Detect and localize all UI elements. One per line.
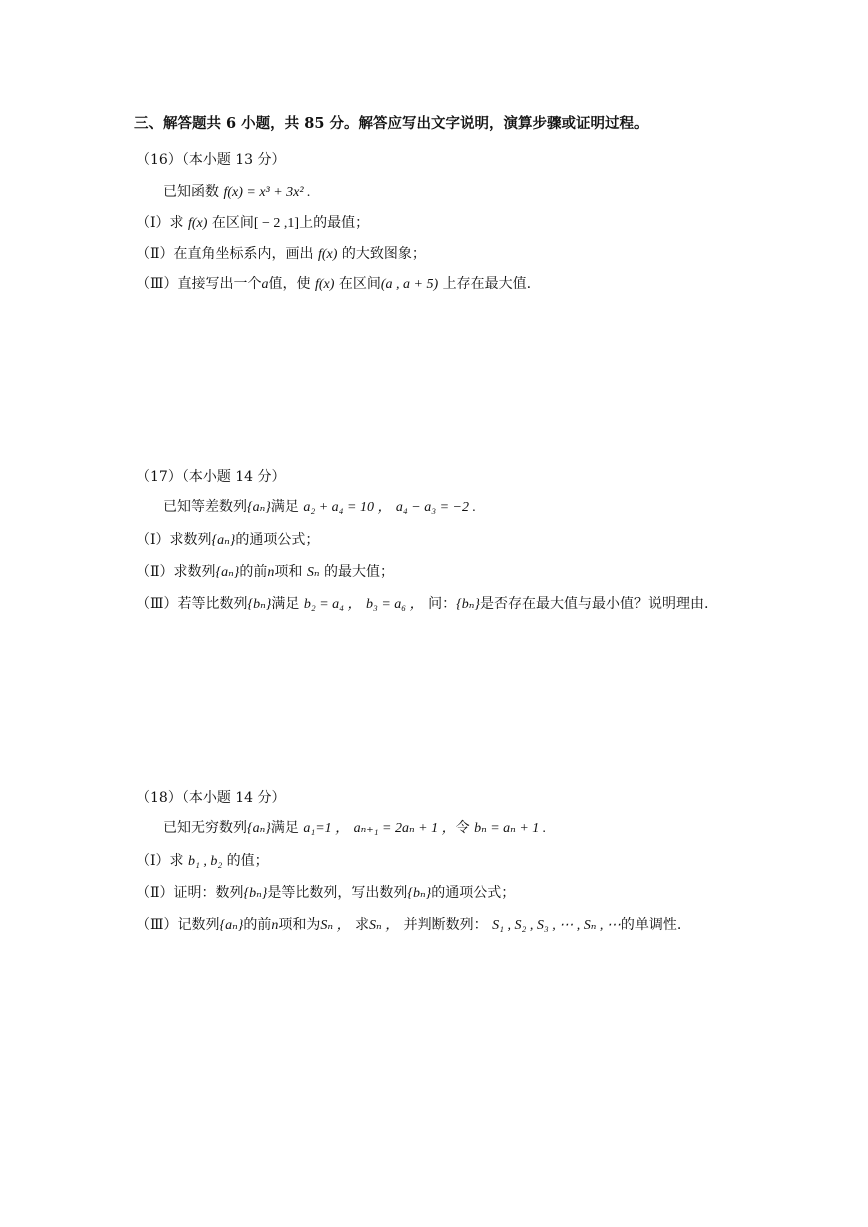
q18-stem-text-c: 令 — [455, 820, 470, 836]
q16-part3-text-c: 在区间 — [338, 276, 381, 292]
q16-number: （16）（本小题 13 分） — [136, 152, 286, 168]
q16-part2-label: （Ⅱ） — [136, 246, 174, 262]
q17-part3-text-a: 若等比数列 — [177, 596, 248, 612]
q18-part1-label: （Ⅰ） — [136, 853, 170, 869]
q17-part2-text-a: 求数列 — [173, 564, 216, 580]
q16-stem-text: 已知函数 — [163, 184, 219, 200]
q17-part2-text-d: 的最大值； — [323, 564, 394, 580]
q18-part1 — [136, 851, 269, 872]
q16-part3-text-d: 上存在最大值. — [442, 276, 532, 292]
q16-part1-fx: f(x) — [187, 216, 208, 231]
q18-part3-list: S₁ , S₂ , S₃ , ⋯ , Sₙ , ⋯ — [492, 918, 621, 933]
q18-stem — [163, 818, 546, 839]
q16-part1-text-a: 求 — [169, 215, 184, 231]
q18-stem-text-b: 满足 — [270, 820, 299, 836]
q17-part3-eq2: b₃ = a₆ ， — [365, 597, 424, 612]
q17-number: （17）（本小题 14 分） — [136, 469, 286, 485]
q17-stem-text-b: 满足 — [270, 499, 299, 515]
q16-part2 — [136, 244, 426, 265]
q16-part1-interval: [ − 2 ,1] — [253, 216, 300, 231]
q17-part2-n: n — [267, 565, 275, 580]
q18-part3-text-e: 并判断数列： — [403, 917, 488, 933]
q17-part3-text-b: 满足 — [271, 596, 300, 612]
q18-stem-eq1: a₁=1 ， — [303, 821, 350, 836]
q18-part2-seq: {bₙ} — [243, 886, 268, 901]
q18-part1-text-b: 的值； — [226, 853, 269, 869]
q16-part3-text-a: 直接写出一个 — [177, 276, 262, 292]
q17-part3-text-c: 问： — [428, 596, 457, 612]
q17-part2 — [136, 562, 394, 583]
q17-part1-text-a: 求数列 — [169, 532, 212, 548]
q18-part3-S: Sₙ ， — [320, 918, 351, 933]
q17-stem-eq1: a₂ + a₄ = 10 ， — [303, 500, 392, 515]
q16-stem-formula: f(x) = x³ + 3x² . — [223, 185, 311, 200]
q17-stem-text-a: 已知等差数列 — [163, 499, 247, 515]
q16-part3-label: （Ⅲ） — [136, 276, 178, 292]
q16-part3-interval: (a , a + 5) — [380, 277, 439, 292]
q17-part1-text-b: 的通项公式； — [235, 532, 320, 548]
q18-part2-text-c: 的通项公式； — [431, 885, 516, 901]
q18-part2 — [136, 883, 515, 904]
q16-part2-text-b: 的大致图象； — [341, 246, 426, 262]
q18-part3-label: （Ⅲ） — [136, 917, 178, 933]
q18-stem-eq2: aₙ₊₁ = 2aₙ + 1 ， — [353, 821, 456, 836]
q17-part3-eq1: b₂ = a₄ ， — [303, 597, 362, 612]
q18-part3-text-d: 求 — [355, 917, 370, 933]
q18-part3-n: n — [271, 918, 279, 933]
q18-part3-text-b: 的前 — [243, 917, 272, 933]
q18-part3-seq: {aₙ} — [219, 918, 244, 933]
q18-part1-b: b₁ , b₂ — [187, 854, 223, 869]
q18-number: （18）（本小题 14 分） — [136, 790, 286, 806]
q18-part3-text-a: 记数列 — [177, 917, 220, 933]
q18-part3-S2: Sₙ ， — [369, 918, 400, 933]
q16-part2-text-a: 在直角坐标系内，画出 — [173, 246, 314, 262]
q18-stem-text-a: 已知无穷数列 — [163, 820, 247, 836]
q18-part2-text-a: 证明：数列 — [173, 885, 244, 901]
q17-part1-seq: {aₙ} — [211, 533, 236, 548]
q16-stem — [163, 182, 311, 203]
q16-part1-label: （Ⅰ） — [136, 215, 170, 231]
q16-part3-text-b: 值，使 — [268, 276, 311, 292]
q16-part3 — [136, 274, 531, 295]
q16-part1-text-c: 上的最值； — [299, 215, 370, 231]
q18-part3-text-c: 项和为 — [278, 917, 321, 933]
q16-part1-text-b: 在区间 — [211, 215, 254, 231]
q18-part1-text-a: 求 — [169, 853, 184, 869]
q17-part2-seq: {aₙ} — [215, 565, 240, 580]
q17-part3-label: （Ⅲ） — [136, 596, 178, 612]
q17-stem — [163, 497, 476, 518]
q17-stem-eq2: a₄ − a₃ = −2 . — [395, 500, 476, 515]
q17-stem-seq: {aₙ} — [247, 500, 271, 515]
q17-part3-seq: {bₙ} — [247, 597, 272, 612]
q17-part3-text-d: 是否存在最大值与最小值？说明理由. — [480, 596, 709, 612]
q18-stem-seq: {aₙ} — [247, 821, 271, 836]
q18-part3-text-f: 的单调性. — [620, 917, 682, 933]
q17-part3-seq2: {bₙ} — [456, 597, 480, 612]
q17-part1 — [136, 530, 319, 551]
q18-part2-label: （Ⅱ） — [136, 885, 174, 901]
q18-part2-seq2: {bₙ} — [407, 886, 432, 901]
q16-part3-a: a — [261, 277, 269, 292]
q17-part2-text-b: 的前 — [239, 564, 268, 580]
q16-part2-fx: f(x) — [317, 247, 338, 262]
section-header: 三、解答题共 6 小题，共 85 分。解答应写出文字说明，演算步骤或证明过程。 — [134, 115, 649, 132]
q18-stem-eq3: bₙ = aₙ + 1 . — [474, 821, 547, 836]
q17-part3 — [136, 594, 708, 615]
q17-part1-label: （Ⅰ） — [136, 532, 170, 548]
q18-part2-text-b: 是等比数列，写出数列 — [267, 885, 408, 901]
q17-part2-text-c: 项和 — [274, 564, 303, 580]
q17-part2-label: （Ⅱ） — [136, 564, 174, 580]
q16-part1 — [136, 213, 369, 234]
q17-part2-S: Sₙ — [306, 565, 320, 580]
q18-part3 — [136, 915, 681, 936]
q16-part3-fx: f(x) — [314, 277, 335, 292]
